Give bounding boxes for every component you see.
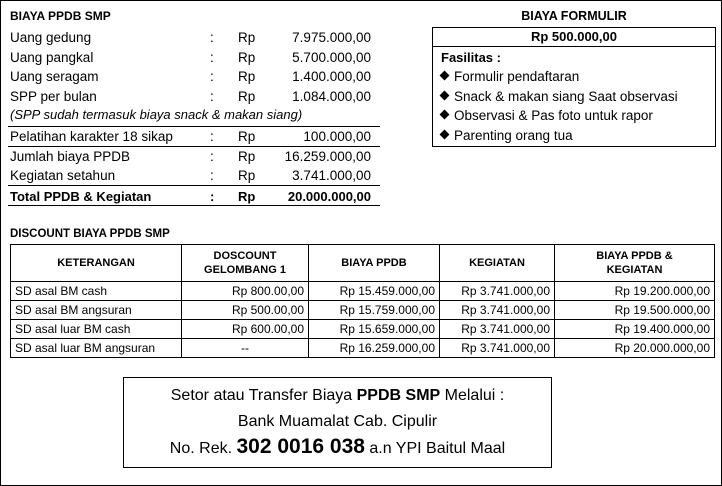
cost-amount: 1.400.000,00 <box>292 69 371 84</box>
cell-discount: Rp 500.00,00 <box>182 301 309 320</box>
discount-table <box>10 244 715 358</box>
cell-biaya: Rp 15.759.000,00 <box>309 301 440 320</box>
cell-kegiatan: Rp 3.741.000,00 <box>440 301 555 320</box>
cost-currency: Rp <box>238 30 256 45</box>
cost-amount: 100.000,00 <box>303 129 371 144</box>
fasilitas-item: Parenting orang tua <box>441 128 573 143</box>
divider <box>8 205 380 206</box>
transfer-box <box>123 377 552 468</box>
cell-biaya: Rp 16.259.000,00 <box>309 339 440 358</box>
cost-colon: : <box>210 129 214 144</box>
cost-amount: 5.700.000,00 <box>292 50 371 65</box>
header-keterangan: KETERANGAN <box>11 245 182 282</box>
table-row <box>11 320 715 339</box>
cost-row-spp <box>10 87 375 106</box>
cost-colon: : <box>210 89 214 104</box>
header-kegiatan: KEGIATAN <box>440 245 555 282</box>
cost-colon: : <box>210 149 214 164</box>
fasilitas-item: Formulir pendaftaran <box>441 69 579 84</box>
table-header-row <box>11 245 715 282</box>
fasilitas-item: Snack & makan siang Saat observasi <box>441 89 678 104</box>
cell-biaya: Rp 15.459.000,00 <box>309 282 440 301</box>
cost-colon: : <box>210 30 214 45</box>
cost-currency: Rp <box>238 168 256 183</box>
diamond-bullet-icon <box>440 110 450 120</box>
cost-label: Uang seragam <box>10 69 99 84</box>
cost-currency: Rp <box>238 50 256 65</box>
cell-total: Rp 19.200.000,00 <box>555 282 715 301</box>
cell-keterangan: SD asal BM cash <box>11 282 182 301</box>
cost-row-pelatihan <box>10 127 375 146</box>
cell-keterangan: SD asal BM angsuran <box>11 301 182 320</box>
cost-amount: 1.084.000,00 <box>292 89 371 104</box>
cost-label: SPP per bulan <box>10 89 97 104</box>
header-total: BIAYA PPDB & KEGIATAN <box>555 245 715 282</box>
cell-kegiatan: Rp 3.741.000,00 <box>440 320 555 339</box>
transfer-bank: Bank Muamalat Cab. Cipulir <box>237 413 438 430</box>
cost-currency: Rp <box>238 189 256 204</box>
cost-row-uang-seragam <box>10 67 375 86</box>
cost-currency: Rp <box>238 69 256 84</box>
cell-total: Rp 19.500.000,00 <box>555 301 715 320</box>
cost-currency: Rp <box>238 129 256 144</box>
formulir-price: Rp 500.000,00 <box>433 28 715 47</box>
diamond-bullet-icon <box>440 130 450 140</box>
cost-row-jumlah <box>10 147 375 166</box>
cost-label: Kegiatan setahun <box>10 168 116 183</box>
cost-label: Uang gedung <box>10 30 92 45</box>
table-row <box>11 282 715 301</box>
cost-label: Uang pangkal <box>10 50 94 65</box>
cell-discount: Rp 600.00,00 <box>182 320 309 339</box>
total-amount: 20.000.000,00 <box>287 189 371 204</box>
total-label: Total PPDB & Kegiatan <box>10 189 152 204</box>
cost-amount: 3.741.000,00 <box>292 168 371 183</box>
fasilitas-item: Observasi & Pas foto untuk rapor <box>441 108 653 123</box>
cell-kegiatan: Rp 3.741.000,00 <box>440 339 555 358</box>
cost-label: Pelatihan karakter 18 sikap <box>10 129 173 144</box>
cost-row-uang-gedung <box>10 28 375 47</box>
cost-colon: : <box>210 69 214 84</box>
transfer-account: No. Rek. 302 0016 038 a.n YPI Baitul Maal <box>169 435 506 458</box>
formulir-box <box>432 27 716 147</box>
cell-discount: -- <box>182 339 309 358</box>
cost-amount: 7.975.000,00 <box>292 30 371 45</box>
cost-colon: : <box>210 189 215 204</box>
cell-kegiatan: Rp 3.741.000,00 <box>440 282 555 301</box>
cost-colon: : <box>210 50 214 65</box>
cost-currency: Rp <box>238 149 256 164</box>
cost-amount: 16.259.000,00 <box>284 149 371 164</box>
cost-colon: : <box>210 168 214 183</box>
formulir-title: BIAYA FORMULIR <box>521 9 627 23</box>
table-row <box>11 339 715 358</box>
cost-currency: Rp <box>238 89 256 104</box>
table-row <box>11 301 715 320</box>
diamond-bullet-icon <box>440 71 450 81</box>
cost-row-total <box>10 187 375 206</box>
cost-row-uang-pangkal <box>10 48 375 67</box>
cost-row-kegiatan <box>10 166 375 185</box>
divider <box>8 185 380 186</box>
header-doscount: DOSCOUNT GELOMBANG 1 <box>182 245 309 282</box>
spp-note: (SPP sudah termasuk biaya snack & makan siang) <box>10 107 303 122</box>
cell-discount: Rp 800.00,00 <box>182 282 309 301</box>
discount-title: DISCOUNT BIAYA PPDB SMP <box>10 228 170 240</box>
fasilitas-title: Fasilitas : <box>441 50 501 65</box>
cell-biaya: Rp 15.659.000,00 <box>309 320 440 339</box>
biaya-ppdb-title: BIAYA PPDB SMP <box>10 9 111 23</box>
cell-total: Rp 20.000.000,00 <box>555 339 715 358</box>
header-biaya: BIAYA PPDB <box>309 245 440 282</box>
cost-label: Jumlah biaya PPDB <box>10 149 131 164</box>
cell-keterangan: SD asal luar BM cash <box>11 320 182 339</box>
cell-keterangan: SD asal luar BM angsuran <box>11 339 182 358</box>
cell-total: Rp 19.400.000,00 <box>555 320 715 339</box>
diamond-bullet-icon <box>440 91 450 101</box>
transfer-line-1: Setor atau Transfer Biaya PPDB SMP Melalui : <box>170 387 505 404</box>
